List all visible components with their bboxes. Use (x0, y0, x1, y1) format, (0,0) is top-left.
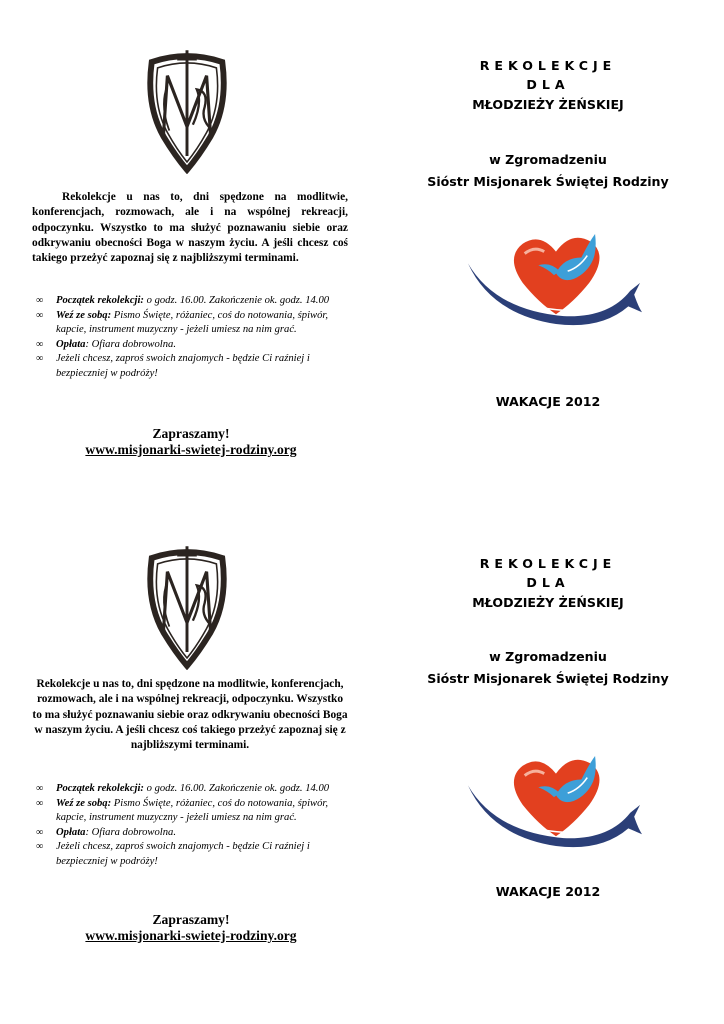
congregation-emblem-icon (138, 46, 236, 174)
congregation-emblem-icon (138, 542, 236, 670)
infinity-bullet-icon: ∞ (36, 309, 44, 321)
season-label: WAKACJE 2012 (495, 884, 601, 899)
congregation-line-1: w Zgromadzeniu (489, 152, 607, 167)
title-line-1: REKOLEKCJE (479, 556, 617, 571)
retreat-title (400, 56, 696, 116)
heart-dove-fish-logo-icon (466, 228, 642, 330)
congregation-name (400, 646, 696, 690)
invite-heading: Zapraszamy! (152, 912, 230, 927)
invite-heading: Zapraszamy! (152, 426, 230, 441)
start-text: o godz. 16.00. Zakończenie ok. godz. 14.00 (143, 783, 330, 794)
title-line-3: MŁODZIEŻY ŻEŃSKIEJ (472, 595, 624, 610)
list-item (36, 826, 356, 841)
list-item (36, 797, 356, 826)
infinity-bullet-icon: ∞ (36, 338, 44, 350)
list-item (36, 338, 356, 353)
congregation-line-2: Sióstr Misjonarek Świętej Rodziny (427, 174, 669, 189)
details-list (36, 782, 356, 870)
title-line-2: DLA (526, 77, 570, 92)
intro-paragraph: Rekolekcje u nas to, dni spędzone na modlitwie, konferencjach, rozmowach, ale i na wspólnej rekreacji, odpoczynku. Wszystko to ma służyć poznawaniu siebie oraz odkrywaniu obecności Boga w naszym życiu. A jeśli chcesz coś takiego przeżyć zapoznaj się z najbliższymi terminami. (32, 191, 348, 265)
title-line-3: MŁODZIEŻY ŻEŃSKIEJ (472, 97, 624, 112)
fee-label: Opłata (56, 338, 86, 350)
infinity-bullet-icon: ∞ (36, 841, 44, 853)
website-link[interactable]: www.misjonarki-swietej-rodziny.org (85, 442, 297, 457)
invite-friends-text: Jeżeli chcesz, zaproś swoich znajomych - będzie Ci raźniej i bezpieczniej w podróży! (56, 353, 310, 379)
list-item (36, 840, 356, 869)
flyer-bottom (0, 492, 724, 982)
congregation-name (400, 149, 696, 193)
bring-text: Pismo Święte, różaniec, coś do notowania, śpiwór, kapcie, instrument muzyczny - jeżeli umiesz na nim grać. (56, 797, 329, 824)
bring-text: Pismo Święte, różaniec, coś do notowania, śpiwór, kapcie, instrument muzyczny - jeżeli umiesz na nim grać. (56, 309, 329, 336)
list-item (36, 782, 356, 797)
season-label: WAKACJE 2012 (495, 394, 601, 409)
infinity-bullet-icon: ∞ (36, 783, 44, 794)
details-list (36, 294, 356, 382)
flyer-top (0, 0, 724, 490)
list-item (36, 294, 356, 309)
list-item (36, 309, 356, 338)
invite-friends-text: Jeżeli chcesz, zaproś swoich znajomych - będzie Ci raźniej i bezpieczniej w podróży! (56, 841, 310, 867)
infinity-bullet-icon: ∞ (36, 353, 44, 365)
infinity-bullet-icon: ∞ (36, 797, 44, 809)
invitation (36, 426, 346, 458)
fee-text: : Ofiara dobrowolna. (85, 826, 176, 838)
title-line-1: REKOLEKCJE (479, 58, 617, 73)
infinity-bullet-icon: ∞ (36, 826, 44, 838)
title-line-2: DLA (526, 575, 570, 590)
intro-paragraph: Rekolekcje u nas to, dni spędzone na modlitwie, konferencjach, rozmowach, ale i na wspólnej rekreacji, odpoczynku. Wszystko to ma służyć poznawaniu siebie oraz odkrywaniu obecności Boga w naszym życiu. A jeśli chcesz coś takiego przeżyć zapoznaj się z najbliższymi terminami. (32, 678, 348, 752)
congregation-line-2: Sióstr Misjonarek Świętej Rodziny (427, 671, 669, 686)
start-label: Początek rekolekcji: (56, 295, 144, 306)
website-link[interactable]: www.misjonarki-swietej-rodziny.org (85, 928, 297, 943)
list-item (36, 352, 356, 381)
heart-dove-fish-logo-icon (466, 750, 642, 852)
start-text: o godz. 16.00. Zakończenie ok. godz. 14.00 (143, 295, 330, 306)
fee-label: Opłata (56, 826, 86, 838)
bring-label: Weź ze sobą: (56, 309, 112, 321)
retreat-title (400, 554, 696, 614)
fee-text: : Ofiara dobrowolna. (85, 338, 176, 350)
start-label: Początek rekolekcji: (56, 783, 144, 794)
infinity-bullet-icon: ∞ (36, 295, 44, 306)
congregation-line-1: w Zgromadzeniu (489, 649, 607, 664)
invitation (36, 912, 346, 944)
bring-label: Weź ze sobą: (56, 797, 112, 809)
